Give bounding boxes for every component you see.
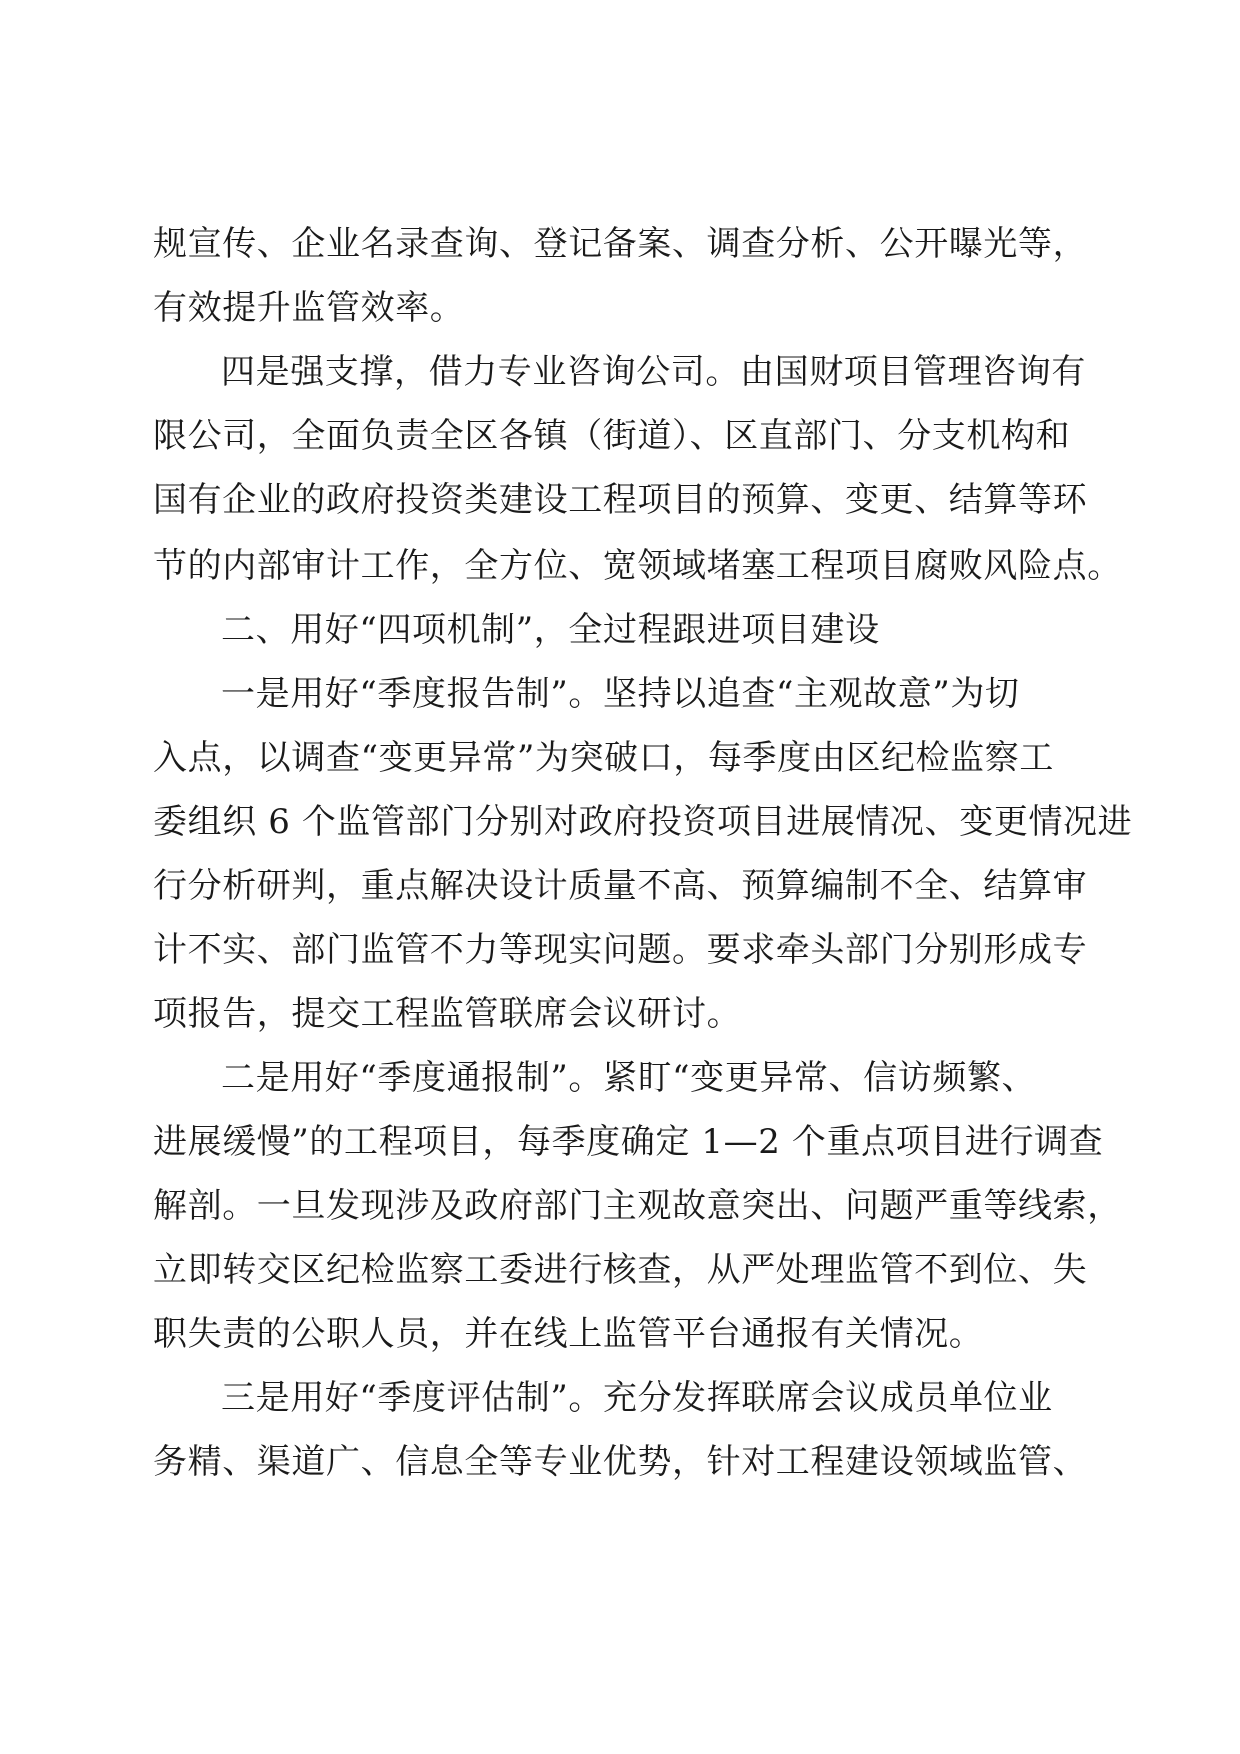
text-line: 务精、渠道广、信息全等专业优势，针对工程建设领域监管、 bbox=[153, 1442, 1088, 1482]
text-line: 委组织 6 个监管部门分别对政府投资项目进展情况、变更情况进 bbox=[153, 802, 1133, 842]
text-line: 进展缓慢”的工程项目，每季度确定 1—2 个重点项目进行调查 bbox=[153, 1122, 1104, 1162]
text-line: 国有企业的政府投资类建设工程项目的预算、变更、结算等环 bbox=[153, 480, 1088, 520]
text-line: 入点，以调查“变更异常”为突破口，每季度由区纪检监察工 bbox=[153, 738, 1054, 778]
text-line: 节的内部审计工作，全方位、宽领域堵塞工程项目腐败风险点。 bbox=[153, 546, 1122, 586]
text-line: 限公司，全面负责全区各镇（街道）、区直部门、分支机构和 bbox=[153, 416, 1071, 456]
paragraph-first-line: 二是用好“季度通报制”。紧盯“变更异常、信访频繁、 bbox=[221, 1058, 1037, 1098]
text-line: 解剖。一旦发现涉及政府部门主观故意突出、问题严重等线索， bbox=[153, 1186, 1122, 1226]
text-line: 计不实、部门监管不力等现实问题。要求牵头部门分别形成专 bbox=[153, 930, 1088, 970]
text-line: 立即转交区纪检监察工委进行核查，从严处理监管不到位、失 bbox=[153, 1250, 1088, 1290]
paragraph-first-line: 三是用好“季度评估制”。充分发挥联席会议成员单位业 bbox=[221, 1378, 1053, 1418]
paragraph-first-line: 四是强支撑，借力专业咨询公司。由国财项目管理咨询有 bbox=[221, 352, 1086, 392]
text-line: 行分析研判，重点解决设计质量不高、预算编制不全、结算审 bbox=[153, 866, 1088, 906]
text-line: 有效提升监管效率。 bbox=[153, 288, 465, 328]
paragraph-first-line: 一是用好“季度报告制”。坚持以追查“主观故意”为切 bbox=[221, 674, 1020, 714]
text-line: 职失责的公职人员，并在线上监管平台通报有关情况。 bbox=[153, 1314, 984, 1354]
text-line: 项报告，提交工程监管联席会议研讨。 bbox=[153, 994, 742, 1034]
text-line: 规宣传、企业名录查询、登记备案、调查分析、公开曝光等， bbox=[153, 224, 1088, 264]
section-heading: 二、用好“四项机制”，全过程跟进项目建设 bbox=[221, 610, 880, 650]
